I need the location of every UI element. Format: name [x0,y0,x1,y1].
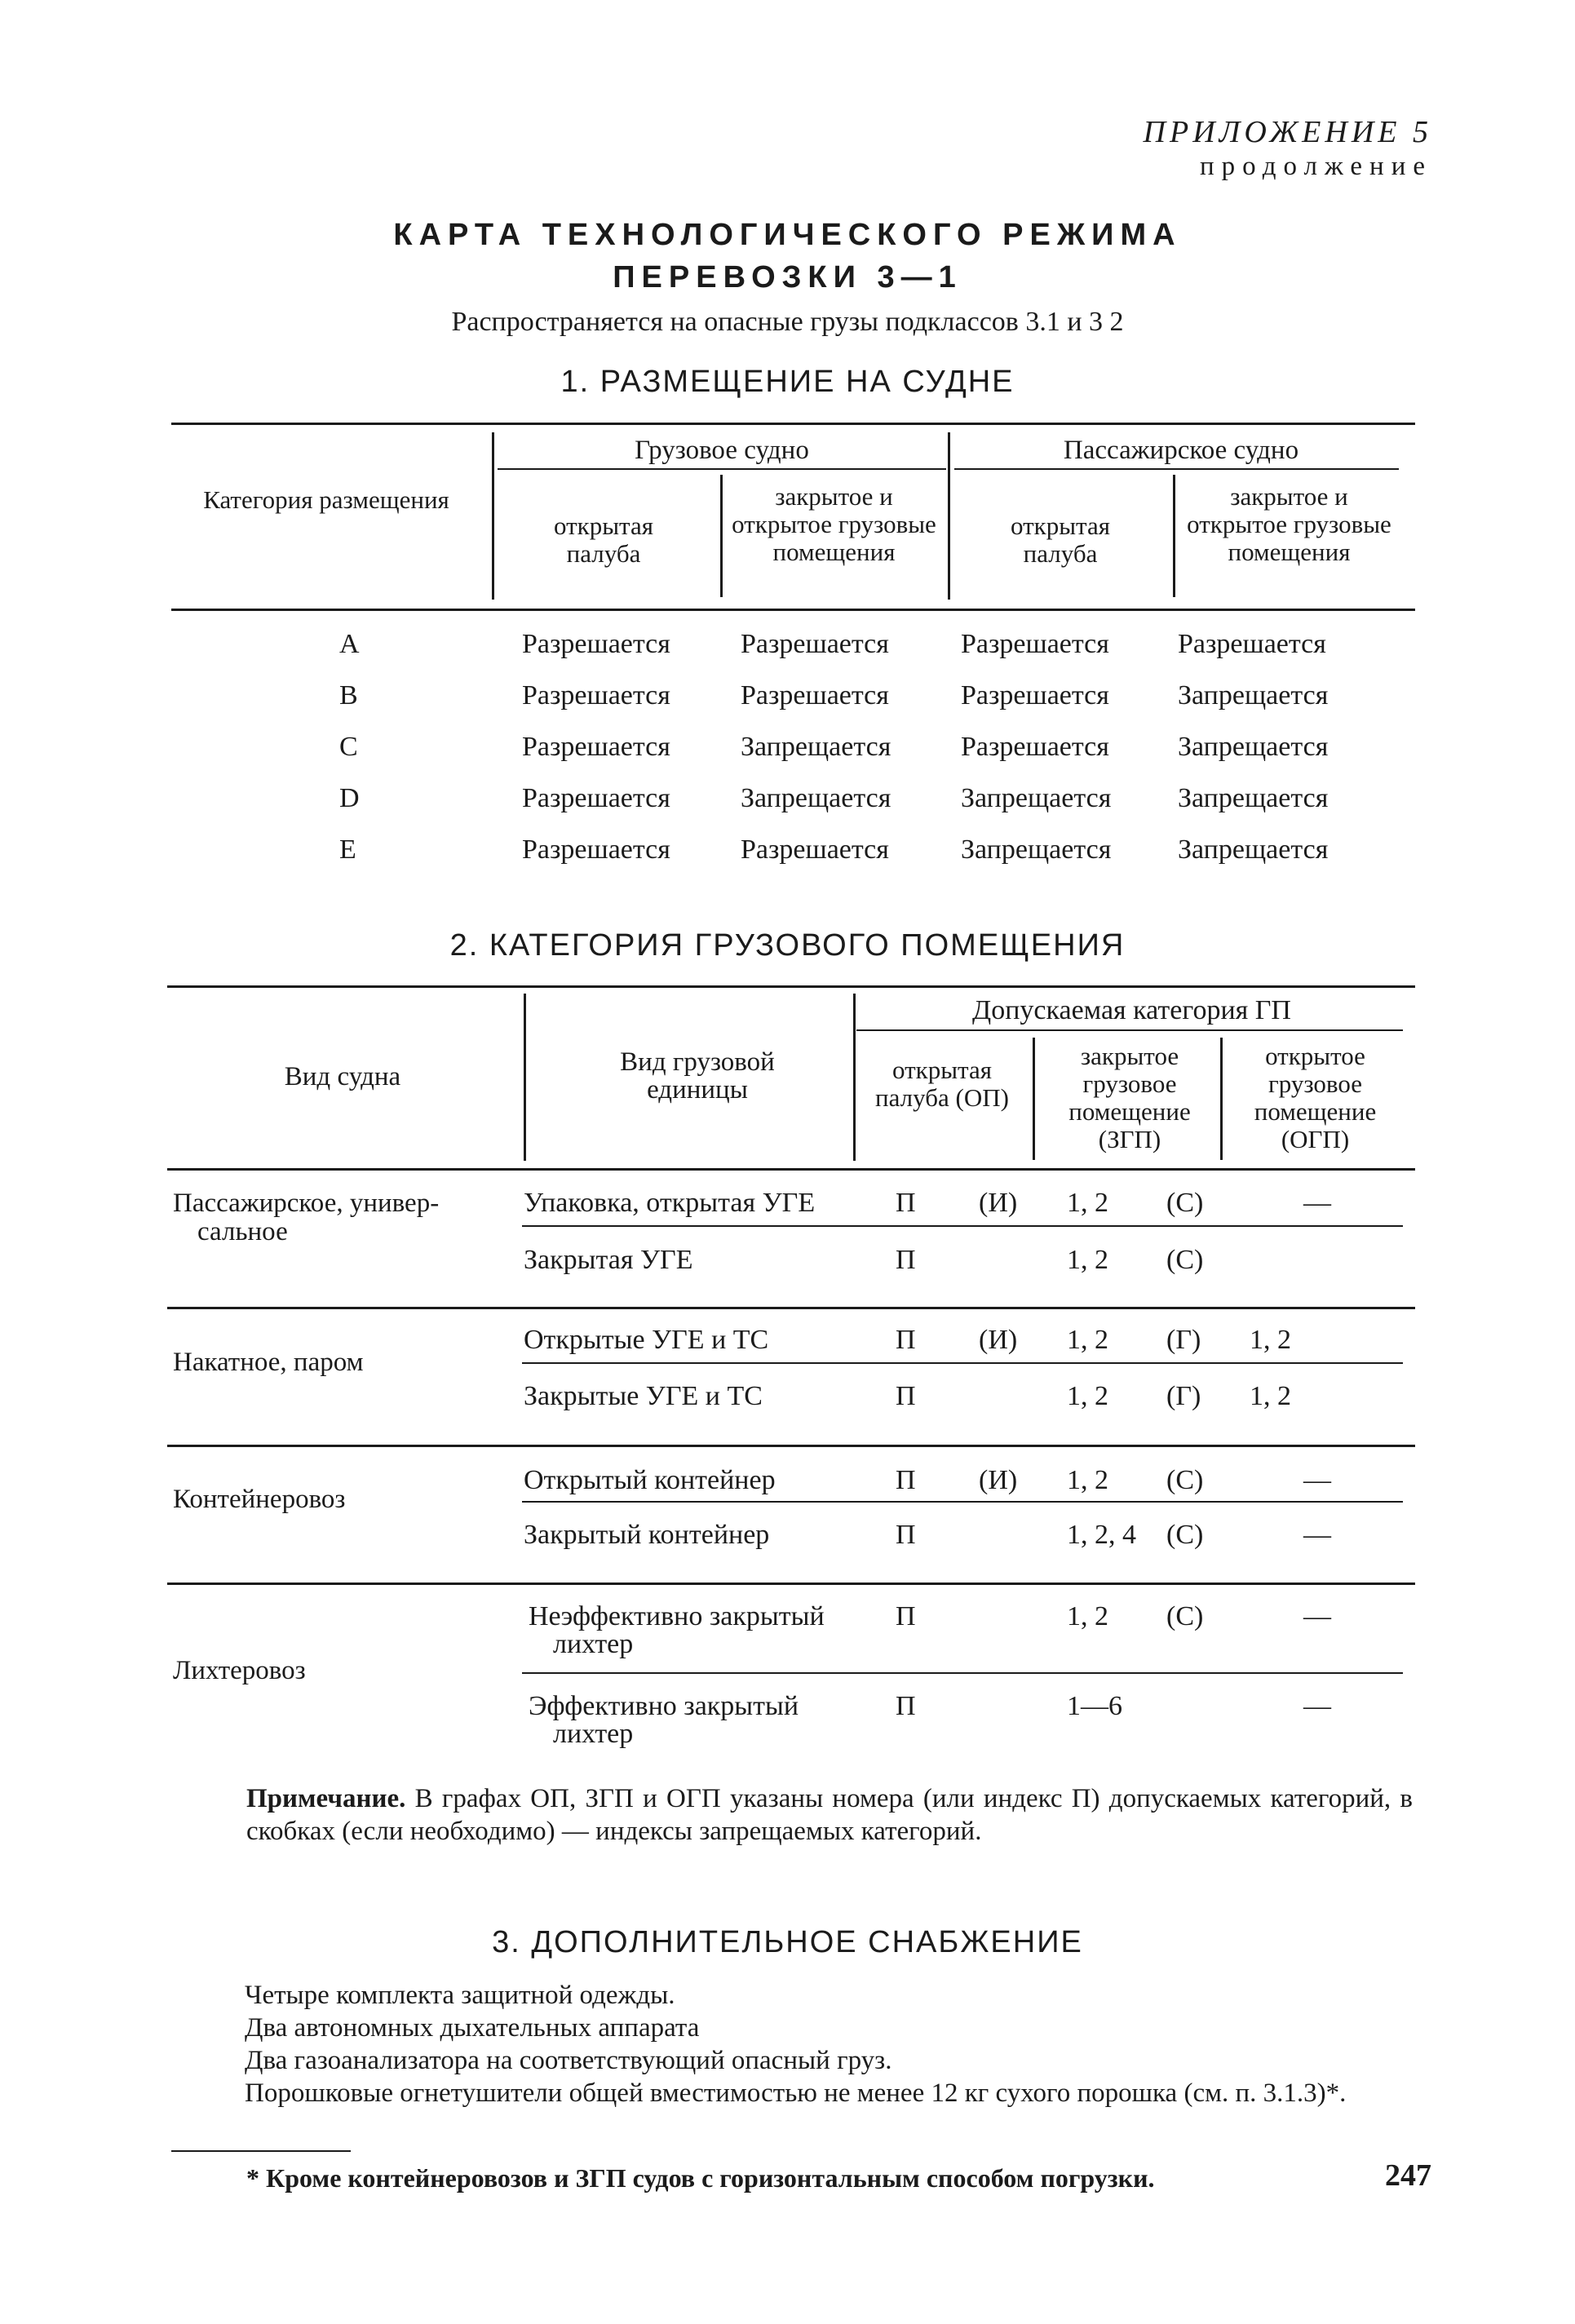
table2-header-ogp: открытое грузовое помещение (ОГП) [1254,1042,1377,1153]
table2-unit: Открытый контейнер [524,1465,776,1495]
table2-zgp: 1—6 [1067,1691,1122,1721]
table2-header-unit-type: Вид грузовой единицы [620,1047,775,1104]
page-number: 247 [1385,2158,1431,2193]
table2-vline-1 [524,994,526,1161]
table2-op: П [896,1520,916,1550]
ship-passenger-line1: Пассажирское, универ- [173,1189,440,1218]
table2-row-rule-1 [522,1225,1403,1227]
table1-cell: Разрешается [522,680,670,710]
table1-cell: Разрешается [741,680,889,710]
note-text: В графах ОП, ЗГП и ОГП указаны номера (или индекс П) допускаемых категорий, в скобках (если необходимо) — индексы запрещаемых категорий. [246,1784,1413,1846]
table2-header-zgp: закрытое грузовое помещение (ЗГП) [1068,1042,1191,1153]
table1-pass-rule [954,468,1399,470]
table2-zgp-excl: (С) [1166,1465,1204,1495]
table1-header-cargo-ship: Грузовое судно [635,436,809,465]
table2-zgp: 1, 2 [1067,1381,1108,1411]
table1-header-open-deck-1: открытая палуба [554,511,653,568]
table1-header-holds-1: закрытое и открытое грузовые помещения [732,482,936,566]
table2-op-excl: (И) [979,1188,1018,1218]
document-title [0,214,1575,299]
table2-op-excl: (И) [979,1465,1018,1495]
ship-container: Контейнеровоз [173,1485,346,1514]
table2-op: П [896,1465,916,1495]
table2-unit: Открытые УГЕ и ТС [524,1325,769,1355]
table2-row-rule-4 [522,1672,1403,1674]
footnote: * Кроме контейнеровозов и ЗГП судов с горизонтальным способом погрузки. [246,2163,1155,2193]
table2-vline-2 [853,994,856,1161]
section1-heading: 1. РАЗМЕЩЕНИЕ НА СУДНЕ [560,365,1015,399]
table1-header-holds-2: закрытое и открытое грузовые помещения [1187,482,1391,566]
table2-allowed-rule [856,1029,1403,1031]
section3-heading: 3. ДОПОЛНИТЕЛЬНОЕ СНАБЖЕНИЕ [492,1925,1083,1959]
table2-op: П [896,1691,916,1721]
table2-op: П [896,1381,916,1411]
table1-vline-2 [720,475,723,597]
table1-cell: Запрещается [1178,783,1329,813]
table1-cell: Запрещается [1178,834,1329,865]
supply-line-2: Два автономных дыхательных аппарата [245,2013,700,2043]
table1-cell: Разрешается [961,629,1109,659]
table2-note [246,1782,1413,1848]
table2-zgp: 1, 2 [1067,1245,1108,1275]
table2-group-rule-1 [167,1307,1415,1309]
table1-vline-3 [948,432,950,600]
table2-op: П [896,1325,916,1355]
table2-unit-cont: лихтер [553,1629,634,1659]
table2-header-rule [167,1168,1415,1171]
table2-zgp-excl: (Г) [1166,1381,1201,1411]
table1-cell: Разрешается [961,680,1109,710]
table2-zgp: 1, 2, 4 [1067,1520,1136,1550]
appendix-title: ПРИЛОЖЕНИЕ 5 [1143,115,1432,149]
section2-heading: 2. КАТЕГОРИЯ ГРУЗОВОГО ПОМЕЩЕНИЯ [449,928,1126,963]
table1-vline-4 [1173,475,1175,597]
table2-zgp-excl: (С) [1166,1188,1204,1218]
table2-op: П [896,1188,916,1218]
table1-cell: Разрешается [522,834,670,865]
table1-cell: Запрещается [961,783,1112,813]
table1-cell: Запрещается [1178,732,1329,762]
table2-zgp: 1, 2 [1067,1601,1108,1631]
table2-zgp: 1, 2 [1067,1325,1108,1355]
table1-cell: Запрещается [961,834,1112,865]
table2-vline-3 [1033,1038,1035,1160]
footnote-rule [171,2150,351,2152]
table1-cell: Разрешается [741,834,889,865]
table2-top-rule [167,985,1415,988]
table1-cell: Запрещается [741,783,891,813]
table1-row-category: A [339,629,360,659]
table2-unit: Закрытый контейнер [524,1520,770,1550]
table2-group-rule-3 [167,1583,1415,1585]
table1-cargo-rule [498,468,946,470]
table1-row-category: B [339,680,358,710]
table1-header-passenger-ship: Пассажирское судно [1063,436,1299,465]
table2-zgp-excl: (С) [1166,1601,1204,1631]
table2-ogp: — [1303,1188,1331,1218]
table1-cell: Запрещается [741,732,891,762]
table2-ogp: — [1303,1465,1331,1495]
table1-cell: Разрешается [522,629,670,659]
table2-unit: Неэффективно закрытый [529,1601,825,1631]
note-label: Примечание. [246,1784,406,1813]
table2-ogp: 1, 2 [1250,1381,1291,1411]
ship-roro: Накатное, паром [173,1348,364,1377]
supply-line-3: Два газоанализатора на соответствующий опасный груз. [245,2046,892,2075]
title-line-1: КАРТА ТЕХНОЛОГИЧЕСКОГО РЕЖИМА [393,218,1182,252]
table1-row-category: C [339,732,358,762]
table1-cell: Разрешается [741,629,889,659]
table2-row-rule-2 [522,1362,1403,1364]
table2-zgp-excl: (С) [1166,1245,1204,1275]
table1-header-category: Категория размещения [203,485,449,514]
table1-header-rule [171,609,1415,611]
table2-row-rule-3 [522,1501,1403,1503]
table2-zgp: 1, 2 [1067,1188,1108,1218]
appendix-continued: продолжение [1199,152,1432,181]
table1-cell: Разрешается [522,783,670,813]
table2-ogp: — [1303,1691,1331,1721]
table1-cell: Разрешается [961,732,1109,762]
table1-cell: Запрещается [1178,680,1329,710]
table1-cell: Разрешается [522,732,670,762]
table2-zgp-excl: (Г) [1166,1325,1201,1355]
table2-header-op: открытая палуба (ОП) [875,1056,1009,1112]
table2-ogp: — [1303,1601,1331,1631]
ship-passenger-line2: сальное [197,1217,288,1246]
table1-cell: Разрешается [1178,629,1326,659]
table2-unit-cont: лихтер [553,1719,634,1749]
title-line-2: ПЕРЕВОЗКИ 3—1 [613,260,962,294]
table2-unit: Закрытые УГЕ и ТС [524,1381,763,1411]
supply-line-4: Порошковые огнетушители общей вместимостью не менее 12 кг сухого порошка (см. п. 3.1.3)*. [245,2078,1347,2108]
table2-unit: Закрытая УГЕ [524,1245,693,1275]
table1-top-rule [171,423,1415,425]
table2-op: П [896,1245,916,1275]
document-subtitle: Распространяется на опасные грузы подклассов 3.1 и 3 2 [451,307,1124,337]
table2-op: П [896,1601,916,1631]
table2-unit: Упаковка, открытая УГЕ [524,1188,816,1218]
table2-header-allowed: Допускаемая категория ГП [972,995,1291,1025]
ship-lash: Лихтеровоз [173,1656,306,1685]
table1-vline-1 [492,432,494,600]
appendix-label [1144,114,1432,182]
table2-op-excl: (И) [979,1325,1018,1355]
table1-header-open-deck-2: открытая палуба [1011,511,1110,568]
table2-ogp: — [1303,1520,1331,1550]
table2-vline-4 [1220,1038,1223,1160]
table2-group-rule-2 [167,1445,1415,1447]
supply-line-1: Четыре комплекта защитной одежды. [245,1981,675,2010]
table1-row-category: E [339,834,356,865]
table2-unit: Эффективно закрытый [529,1691,799,1721]
table2-ogp: 1, 2 [1250,1325,1291,1355]
table2-header-ship-type: Вид судна [284,1062,401,1091]
table1-row-category: D [339,783,360,813]
table2-zgp: 1, 2 [1067,1465,1108,1495]
table2-zgp-excl: (С) [1166,1520,1204,1550]
